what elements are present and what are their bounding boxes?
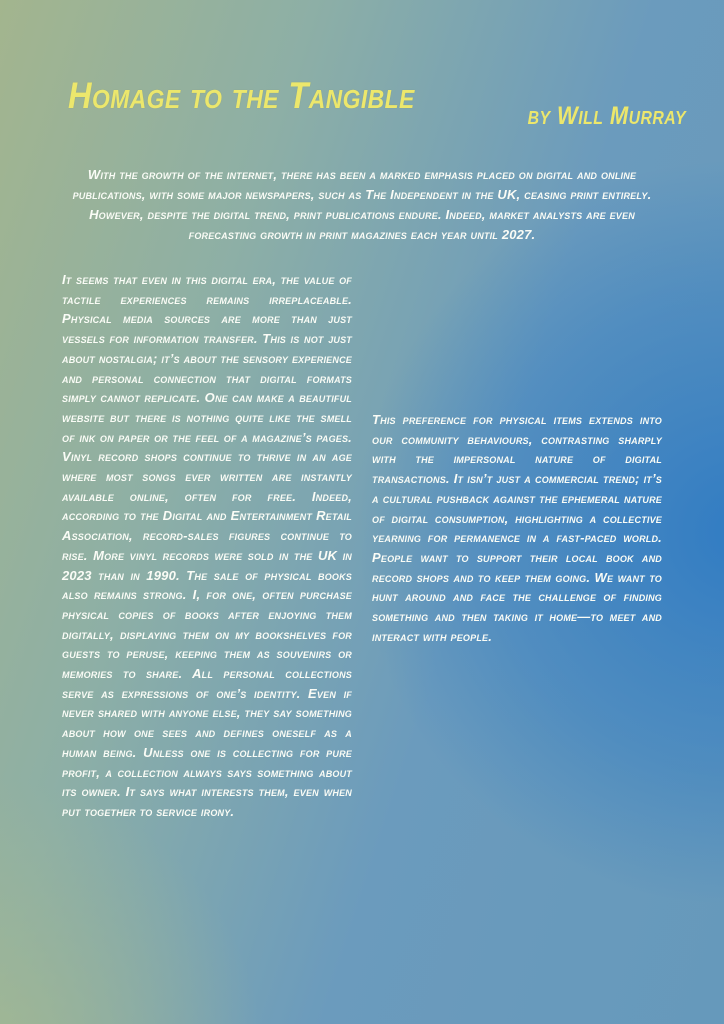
right-column	[372, 270, 662, 822]
byline: by Will Murray	[527, 102, 686, 130]
article-columns	[62, 270, 662, 822]
left-column	[62, 270, 352, 822]
left-column-paragraph: It seems that even in this digital era, the value of tactile experiences remains irreplaceable. Physical media sources are more than just vessels for information transfer. This is not just about nostalgia; it’s about the sensory experience and personal connection that digital formats simply cannot replicate. One can make a beautiful website but there is nothing quite like the smell of ink on paper or the feel of a magazine’s pages. Vinyl record shops continue to thrive in an age where most songs ever written are instantly available online, often for free. Indeed, according to the Digital and Entertainment Retail Association, record-sales figures continue to rise. More vinyl records were sold in the UK in 2023 than in 1990. The sale of physical books also remains strong. I, for one, often purchase physical copies of books after enjoying them digitally, displaying them on my bookshelves for guests to peruse, keeping them as souvenirs or memories to share. All personal collections serve as expressions of one’s identity. Even if never shared with anyone else, they say something about how one sees and defines oneself as a human being. Unless one is collecting for pure profit, a collection always says something about its owner. It says what interests them, even when put together to service irony.	[62, 272, 352, 819]
right-column-paragraph: This preference for physical items extends into our community behaviours, contrasting sharply with the impersonal nature of digital transactions. It isn’t just a commercial trend; it’s a cultural pushback against the ephemeral nature of digital consumption, highlighting a collective yearning for permanence in a fast-paced world. People want to support their local book and record shops and to keep them going. We want to hunt around and face the challenge of finding something and then taking it home—to meet and interact with people.	[372, 412, 662, 644]
intro-paragraph: With the growth of the internet, there has been a marked emphasis placed on digital and online publications, with some major newspapers, such as The Independent in the UK, ceasing print entirely. However, despite the digital trend, print publications endure. Indeed, market analysts are even forecasting growth in print magazines each year until 2027.	[72, 167, 652, 242]
page-title: Homage to the Tangible	[68, 74, 415, 116]
